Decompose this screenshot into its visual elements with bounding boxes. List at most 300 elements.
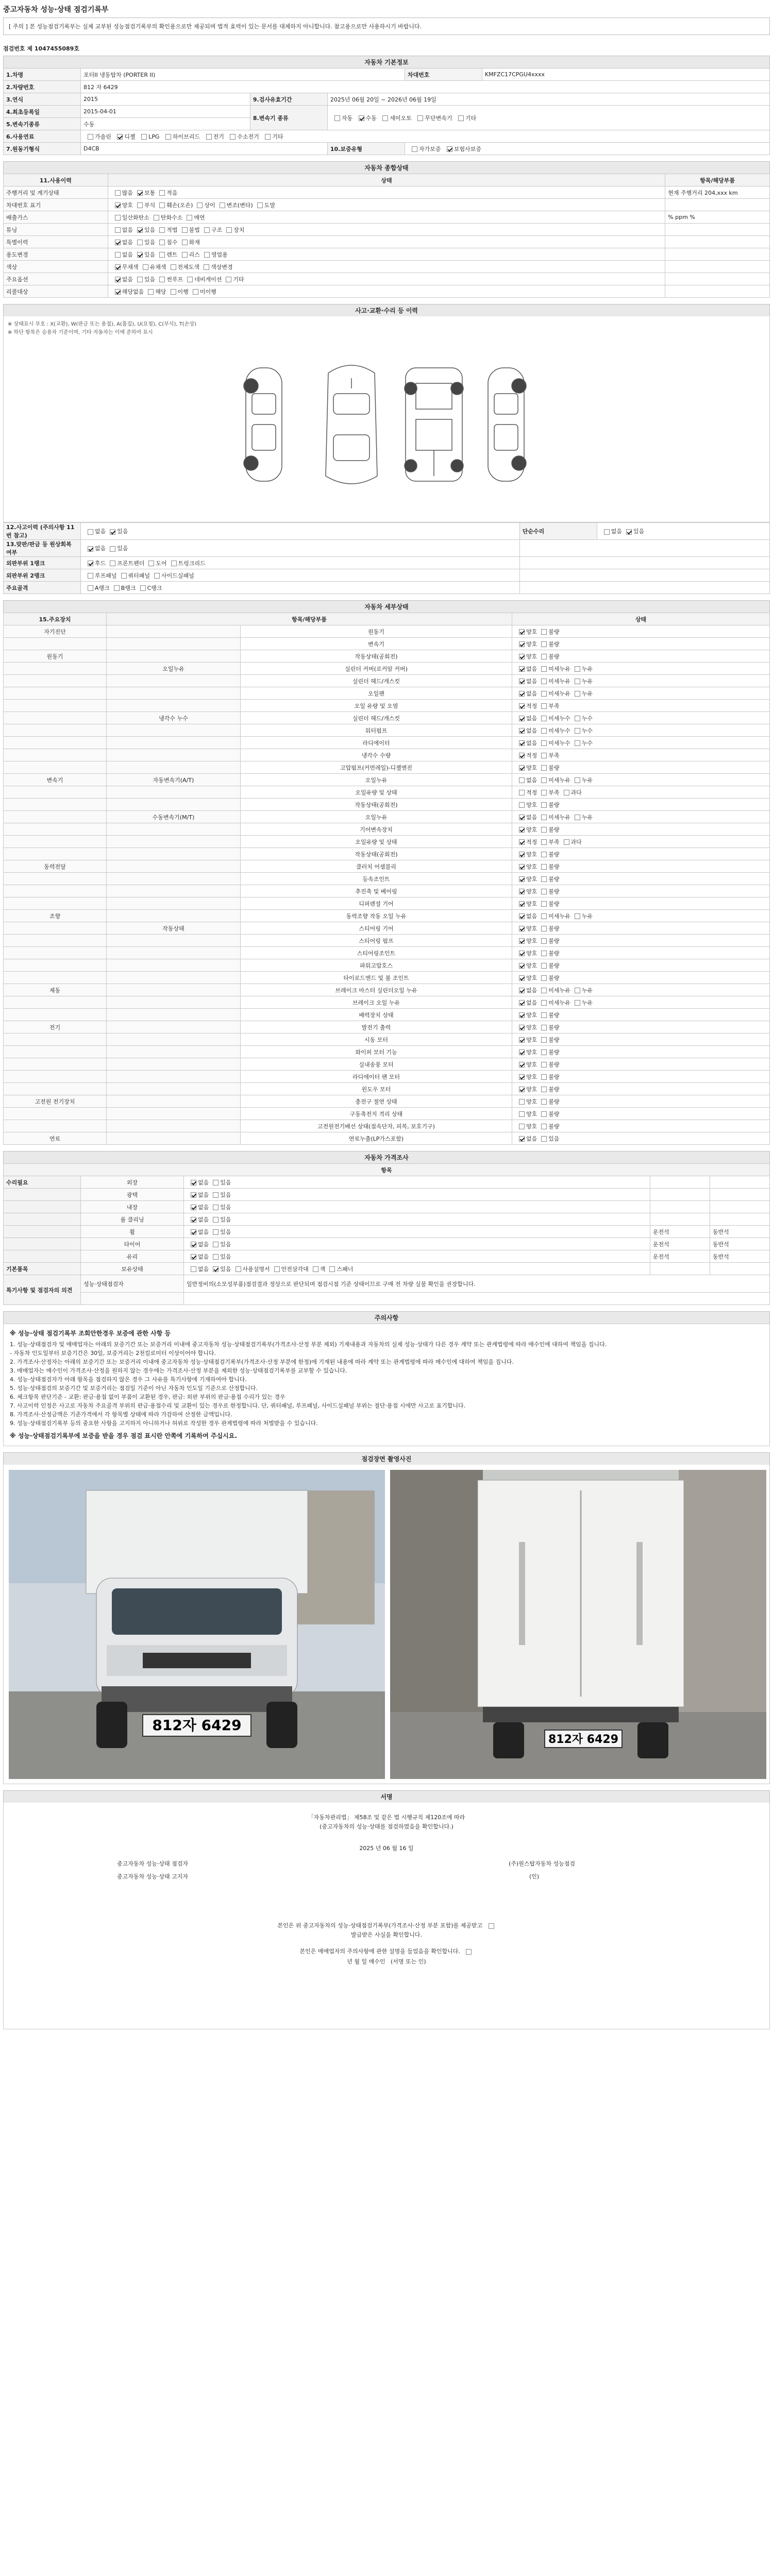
- label-engine-type: 7.원동기형식: [4, 143, 81, 155]
- checkbox-icon[interactable]: [213, 1217, 219, 1223]
- checkbox-icon[interactable]: [412, 146, 417, 152]
- checkbox-icon[interactable]: [213, 1180, 219, 1185]
- detail-row: [4, 1083, 770, 1095]
- checkbox-icon[interactable]: [213, 1192, 219, 1198]
- checkbox-icon[interactable]: [519, 740, 525, 746]
- checkbox-icon[interactable]: [88, 546, 93, 552]
- checkbox-icon[interactable]: [115, 190, 121, 196]
- detail-item: 오일누유: [241, 774, 512, 786]
- checkbox-icon[interactable]: [187, 277, 193, 282]
- detail-item: 실린더 헤드/개스킷: [241, 712, 512, 724]
- checkbox-icon[interactable]: [519, 1124, 525, 1129]
- checkbox-icon[interactable]: [519, 815, 525, 820]
- checkbox-icon[interactable]: [115, 215, 121, 221]
- detail-subgroup: [107, 687, 241, 700]
- checkbox-icon[interactable]: [519, 827, 525, 833]
- checkbox-icon[interactable]: [115, 289, 121, 295]
- checkbox-icon[interactable]: [541, 852, 547, 857]
- summary-label: 차대번호 표기: [4, 199, 108, 211]
- checkbox-icon[interactable]: [541, 1025, 547, 1030]
- detail-item: 오일유량 및 상태: [241, 836, 512, 848]
- checkbox-icon[interactable]: [519, 1025, 525, 1030]
- price-item: 보유상태: [81, 1263, 184, 1275]
- option-label: 양호: [526, 962, 537, 969]
- checkbox-icon[interactable]: [137, 252, 143, 258]
- checkbox-icon[interactable]: [541, 1087, 547, 1092]
- car-diagram-icon: [230, 347, 540, 502]
- label-warranty: 10.보증유형: [327, 143, 405, 155]
- checkbox-icon[interactable]: [519, 691, 525, 697]
- checkbox-icon[interactable]: [191, 1217, 196, 1223]
- checkbox-icon[interactable]: [519, 654, 525, 659]
- detail-item: 와이퍼 모터 기능: [241, 1046, 512, 1058]
- checkbox-icon[interactable]: [519, 963, 525, 969]
- checkbox-icon[interactable]: [541, 1074, 547, 1080]
- detail-group: [4, 786, 107, 799]
- checkbox-icon[interactable]: [191, 1229, 196, 1235]
- checkbox-icon[interactable]: [359, 115, 364, 121]
- checkbox-icon[interactable]: [519, 889, 525, 894]
- detail-subgroup: [107, 947, 241, 959]
- checkbox-icon[interactable]: [575, 988, 580, 993]
- checkbox-icon[interactable]: [541, 1111, 547, 1117]
- accident-row: [4, 540, 770, 557]
- checkbox-icon[interactable]: [165, 134, 171, 140]
- option-label: 미세누유: [548, 814, 570, 821]
- option-label: 있음: [220, 1228, 231, 1235]
- checkbox-icon[interactable]: [114, 585, 120, 591]
- option-label: 없음: [611, 528, 623, 535]
- checkbox-icon[interactable]: [204, 264, 209, 270]
- price-extra2: [710, 1176, 769, 1189]
- option-label: 미세누유: [548, 690, 570, 697]
- checkbox-icon[interactable]: [519, 1062, 525, 1067]
- checkbox-icon[interactable]: [519, 765, 525, 771]
- checkbox-icon[interactable]: [88, 573, 93, 579]
- document-title: 중고자동차 성능·상태 점검기록부: [3, 6, 109, 14]
- checkbox-icon[interactable]: [519, 679, 525, 684]
- checkbox-icon[interactable]: [213, 1266, 219, 1272]
- checkbox-icon[interactable]: [213, 1254, 219, 1260]
- checkbox-icon[interactable]: [115, 227, 121, 233]
- checkbox-icon[interactable]: [519, 716, 525, 721]
- detail-row: [4, 885, 770, 897]
- checkbox-icon[interactable]: [447, 146, 452, 152]
- detail-subgroup: [107, 724, 241, 737]
- detail-group: [4, 1083, 107, 1095]
- checkbox-icon[interactable]: [519, 988, 525, 993]
- checkbox-icon[interactable]: [191, 1180, 196, 1185]
- checkbox-icon[interactable]: [226, 277, 231, 282]
- checkbox-icon[interactable]: [88, 529, 93, 535]
- checkbox-icon[interactable]: [575, 716, 580, 721]
- detail-item: 연료누출(LP가스포함): [241, 1132, 512, 1145]
- detail-group: [4, 700, 107, 712]
- checkbox-icon[interactable]: [519, 938, 525, 944]
- checkbox-icon[interactable]: [519, 864, 525, 870]
- checkbox-icon[interactable]: [191, 1254, 196, 1260]
- price-extra1: [650, 1201, 710, 1213]
- checkbox-icon[interactable]: [182, 240, 188, 245]
- checkbox-icon[interactable]: [519, 641, 525, 647]
- checkbox-icon[interactable]: [575, 815, 580, 820]
- detail-row: [4, 687, 770, 700]
- option-label: 있음: [144, 239, 156, 246]
- checkbox-icon[interactable]: [171, 264, 176, 270]
- checkbox-icon[interactable]: [519, 901, 525, 907]
- checkbox-icon[interactable]: [541, 1049, 547, 1055]
- checkbox-icon[interactable]: [575, 1000, 580, 1006]
- checkbox-icon[interactable]: [541, 728, 547, 734]
- checkbox-icon[interactable]: [519, 777, 525, 783]
- checkbox-icon[interactable]: [575, 740, 580, 746]
- checkbox-icon[interactable]: [519, 629, 525, 635]
- option-label: 누수: [581, 715, 593, 722]
- checkbox-icon[interactable]: [204, 252, 210, 258]
- detail-group: [4, 1108, 107, 1120]
- checkbox-icon[interactable]: [182, 252, 188, 258]
- checkbox-icon[interactable]: [519, 1000, 525, 1006]
- checkbox-icon[interactable]: [220, 202, 225, 208]
- detail-subgroup: [107, 700, 241, 712]
- checkbox-icon[interactable]: [541, 839, 547, 845]
- checkbox-icon[interactable]: [191, 1205, 196, 1210]
- detail-group: [4, 823, 107, 836]
- checkbox-icon[interactable]: [519, 1099, 525, 1105]
- notice-box: [ 주의 ] 본 성능점검기록부는 실제 교부된 성능점검기록부의 확인용으로만 제공되며 법적 효력이 있는 문서를 대체하지 아니합니다. 참고용으로만 사용하시기 바랍니다.: [3, 18, 770, 35]
- checkbox-icon[interactable]: [541, 988, 547, 993]
- checkbox-icon[interactable]: [257, 202, 263, 208]
- checkbox-icon[interactable]: [519, 1087, 525, 1092]
- detail-subgroup: [107, 848, 241, 860]
- option-label: 양호: [526, 1098, 537, 1105]
- checkbox-icon[interactable]: [541, 802, 547, 808]
- checkbox-icon[interactable]: [519, 1037, 525, 1043]
- option-label: 영업용: [211, 251, 228, 258]
- note-item: 5. 성능·상태점검의 보증기간 및 보증거리는 점검일 기준이 아닌 자동차 인도일 기준으로 산정합니다.: [10, 1385, 258, 1392]
- detail-item: 라디에이터 팬 모터: [241, 1071, 512, 1083]
- checkbox-icon[interactable]: [541, 1037, 547, 1043]
- checkbox-icon[interactable]: [519, 852, 525, 857]
- option-label: 미세누유: [548, 999, 570, 1006]
- option-label: 없음: [122, 239, 133, 246]
- checkbox-icon[interactable]: [519, 1049, 525, 1055]
- checkbox-icon[interactable]: [519, 753, 525, 758]
- checkbox-icon[interactable]: [193, 289, 198, 295]
- checkbox-icon[interactable]: [121, 573, 127, 579]
- checkbox-icon[interactable]: [274, 1266, 280, 1272]
- checkbox-icon[interactable]: [213, 1229, 219, 1235]
- checkbox-icon[interactable]: [541, 716, 547, 721]
- checkbox-icon[interactable]: [519, 926, 525, 931]
- checkbox-icon[interactable]: [519, 728, 525, 734]
- option-label: 적정: [526, 752, 537, 759]
- option-label: 있음: [220, 1179, 231, 1186]
- price-extra2: [710, 1189, 769, 1201]
- checkbox-icon[interactable]: [115, 277, 121, 282]
- checkbox-icon[interactable]: [575, 777, 580, 783]
- option-label: 양호: [526, 1110, 537, 1117]
- detail-subgroup: [107, 1108, 241, 1120]
- detail-item: 등속조인트: [241, 873, 512, 885]
- detail-subgroup: [107, 1095, 241, 1108]
- checkbox-icon[interactable]: [458, 115, 464, 121]
- checkbox-icon[interactable]: [137, 190, 143, 196]
- checkbox-icon[interactable]: [541, 1012, 547, 1018]
- price-extra1: 운전석: [650, 1238, 710, 1250]
- accident-row: [4, 523, 770, 540]
- checkbox-icon[interactable]: [519, 1074, 525, 1080]
- option-label: 양호: [526, 1086, 537, 1093]
- checkbox-icon[interactable]: [519, 1111, 525, 1117]
- checkbox-icon[interactable]: [137, 227, 143, 233]
- option-label: 일산화탄소: [122, 214, 149, 221]
- option-label: 없음: [526, 999, 537, 1006]
- checkbox-icon[interactable]: [541, 1000, 547, 1006]
- checkbox-icon[interactable]: [541, 1099, 547, 1105]
- accident-label2: 단순수리: [519, 523, 597, 540]
- checkbox-icon[interactable]: [171, 289, 176, 295]
- accident-row: [4, 582, 770, 594]
- value-plate: 812 자 6429: [81, 81, 770, 93]
- checkbox-icon[interactable]: [541, 753, 547, 758]
- checkbox-icon[interactable]: [159, 202, 165, 208]
- checkbox-icon[interactable]: [159, 190, 165, 196]
- checkbox-icon[interactable]: [154, 215, 159, 221]
- price-row: [4, 1250, 770, 1263]
- detail-item: 타이로드엔드 및 볼 조인트: [241, 972, 512, 984]
- checkbox-icon[interactable]: [137, 277, 143, 282]
- checkbox-icon[interactable]: [197, 202, 203, 208]
- checkbox-icon[interactable]: [329, 1266, 335, 1272]
- checkbox-icon[interactable]: [541, 975, 547, 981]
- checkbox-icon[interactable]: [230, 134, 236, 140]
- detail-group: [4, 675, 107, 687]
- checkbox-icon[interactable]: [541, 864, 547, 870]
- checkbox-icon[interactable]: [541, 790, 547, 795]
- checkbox-icon[interactable]: [191, 1266, 196, 1272]
- checkbox-icon[interactable]: [334, 115, 340, 121]
- summary-extra: [665, 199, 770, 211]
- checkbox-icon[interactable]: [519, 975, 525, 981]
- checkbox-icon[interactable]: [541, 1124, 547, 1129]
- checkbox-icon[interactable]: [519, 876, 525, 882]
- checkbox-icon[interactable]: [313, 1266, 318, 1272]
- checkbox-icon[interactable]: [88, 585, 93, 591]
- option-label: 침수: [166, 239, 178, 246]
- detail-group: [4, 749, 107, 761]
- checkbox-icon[interactable]: [541, 666, 547, 672]
- price-extra1: 운전석: [650, 1226, 710, 1238]
- checkbox-icon[interactable]: [137, 202, 143, 208]
- checkbox-icon[interactable]: [159, 252, 165, 258]
- checkbox-icon[interactable]: [541, 938, 547, 944]
- detail-row: [4, 1108, 770, 1120]
- checkbox-icon[interactable]: [541, 654, 547, 659]
- detail-item: 기어변속장치: [241, 823, 512, 836]
- checkbox-icon[interactable]: [148, 289, 154, 295]
- checkbox-icon[interactable]: [541, 679, 547, 684]
- checkbox-icon[interactable]: [382, 115, 388, 121]
- front-photo: [9, 1470, 385, 1779]
- option-label: 있음: [220, 1191, 231, 1198]
- detail-subgroup: [107, 910, 241, 922]
- checkbox-icon[interactable]: [213, 1205, 219, 1210]
- checkbox-icon[interactable]: [575, 679, 580, 684]
- checkbox-icon[interactable]: [541, 926, 547, 931]
- label-inspection-validity: 9.검사유효기간: [250, 93, 327, 106]
- option-label: 누유: [581, 690, 593, 697]
- checkbox-icon[interactable]: [191, 1242, 196, 1247]
- checkbox-icon[interactable]: [140, 585, 146, 591]
- checkbox-icon[interactable]: [159, 240, 165, 245]
- checkbox-icon[interactable]: [110, 529, 115, 535]
- checkbox-icon[interactable]: [541, 901, 547, 907]
- checkbox-icon[interactable]: [541, 963, 547, 969]
- detail-item: 브레이크 오일 누유: [241, 996, 512, 1009]
- checkbox-icon[interactable]: [171, 561, 177, 566]
- option-label: 불량: [548, 937, 560, 944]
- checkbox-icon[interactable]: [541, 889, 547, 894]
- checkbox-icon[interactable]: [88, 134, 93, 140]
- checkbox-icon[interactable]: [110, 561, 115, 566]
- detail-row: [4, 774, 770, 786]
- diagram-legend-note: ※ 하단 항목은 승용차 기준이며, 기타 자동차는 이에 준하여 표시: [8, 330, 153, 335]
- detail-group: [4, 724, 107, 737]
- checkbox-icon[interactable]: [187, 215, 192, 221]
- option-label: B랭크: [121, 584, 136, 591]
- option-label: 누유: [581, 665, 593, 672]
- option-label: 불량: [548, 640, 560, 648]
- notes-bold: ※ 성능·상태점검기록부에 보증을 받을 경우 점검 표시란 안쪽에 기록하여 주십시요.: [10, 1432, 237, 1439]
- checkbox-icon[interactable]: [265, 134, 271, 140]
- option-label: 양호: [526, 764, 537, 771]
- detail-subgroup: [107, 897, 241, 910]
- option-label: 불법: [189, 226, 200, 233]
- checkbox-icon[interactable]: [519, 802, 525, 808]
- checkbox-icon[interactable]: [206, 134, 212, 140]
- checkbox-icon[interactable]: [236, 1266, 241, 1272]
- checkbox-icon[interactable]: [110, 546, 115, 552]
- accident-row: [4, 569, 770, 582]
- checkbox-icon[interactable]: [519, 1136, 525, 1142]
- checkbox-icon[interactable]: [575, 666, 580, 672]
- detail-item: 실린더 커버(로커암 커버): [241, 663, 512, 675]
- option-label: 양호: [526, 974, 537, 981]
- checkbox-icon[interactable]: [115, 264, 121, 270]
- summary-col-state: 상태: [108, 174, 665, 187]
- price-item: 룸 클리닝: [81, 1213, 184, 1226]
- checkbox-icon[interactable]: [141, 134, 147, 140]
- checkbox-icon[interactable]: [519, 790, 525, 795]
- accident-row: [4, 557, 770, 569]
- checkbox-icon[interactable]: [541, 951, 547, 956]
- checkbox-icon[interactable]: [115, 202, 121, 208]
- checkbox-icon[interactable]: [519, 913, 525, 919]
- checkbox-icon[interactable]: [213, 1242, 219, 1247]
- checkbox-icon[interactable]: [117, 134, 123, 140]
- checkbox-icon[interactable]: [137, 240, 143, 245]
- option-label: 불량: [548, 826, 560, 833]
- checkbox-icon[interactable]: [159, 277, 165, 282]
- checkbox-icon[interactable]: [541, 876, 547, 882]
- option-label: 불량: [548, 851, 560, 858]
- option-label: 없음: [95, 545, 106, 552]
- checkbox-icon[interactable]: [541, 641, 547, 647]
- checkbox-icon[interactable]: [541, 815, 547, 820]
- detail-item: 추진축 및 베어링: [241, 885, 512, 897]
- checkbox-icon[interactable]: [204, 227, 210, 233]
- checkbox-icon[interactable]: [575, 913, 580, 919]
- checkbox-icon[interactable]: [541, 827, 547, 833]
- checkbox-icon[interactable]: [182, 227, 188, 233]
- checkbox-icon[interactable]: [575, 691, 580, 697]
- detail-group: [4, 1046, 107, 1058]
- checkbox-icon[interactable]: [489, 1923, 494, 1929]
- checkbox-icon[interactable]: [466, 1949, 472, 1955]
- option-label: 훼손(오손): [166, 201, 193, 209]
- option-label: 미세누유: [548, 987, 570, 994]
- checkbox-icon[interactable]: [519, 703, 525, 709]
- checkbox-icon[interactable]: [541, 1062, 547, 1067]
- option-label: 보통: [144, 189, 156, 196]
- checkbox-icon[interactable]: [541, 703, 547, 709]
- checkbox-icon[interactable]: [115, 240, 121, 245]
- checkbox-icon[interactable]: [564, 839, 569, 845]
- checkbox-icon[interactable]: [519, 1012, 525, 1018]
- section-detail: 자동차 세부상태: [3, 600, 770, 613]
- checkbox-icon[interactable]: [575, 728, 580, 734]
- detail-row: [4, 836, 770, 848]
- checkbox-icon[interactable]: [143, 264, 148, 270]
- option-label: 양호: [526, 937, 537, 944]
- checkbox-icon[interactable]: [191, 1192, 196, 1198]
- detail-group: 자기진단: [4, 625, 107, 638]
- checkbox-icon[interactable]: [541, 777, 547, 783]
- checkbox-icon[interactable]: [626, 529, 632, 535]
- checkbox-icon[interactable]: [541, 629, 547, 635]
- detail-subgroup: [107, 1071, 241, 1083]
- checkbox-icon[interactable]: [417, 115, 423, 121]
- checkbox-icon[interactable]: [541, 913, 547, 919]
- option-label: 없음: [198, 1265, 209, 1273]
- summary-row: [4, 285, 770, 298]
- summary-row: [4, 273, 770, 285]
- option-label: 네비게이션: [194, 276, 222, 283]
- checkbox-icon[interactable]: [541, 691, 547, 697]
- checkbox-icon[interactable]: [115, 252, 121, 258]
- checkbox-icon[interactable]: [604, 529, 610, 535]
- detail-group: [4, 663, 107, 675]
- checkbox-icon[interactable]: [154, 573, 160, 579]
- detail-group: [4, 922, 107, 935]
- checkbox-icon[interactable]: [541, 740, 547, 746]
- checkbox-icon[interactable]: [88, 561, 93, 566]
- checkbox-icon[interactable]: [226, 227, 232, 233]
- checkbox-icon[interactable]: [541, 765, 547, 771]
- checkbox-icon[interactable]: [519, 666, 525, 672]
- basic-info-table: [3, 68, 770, 155]
- checkbox-icon[interactable]: [519, 839, 525, 845]
- checkbox-icon[interactable]: [148, 561, 154, 566]
- summary-label: 특별이력: [4, 236, 108, 248]
- checkbox-icon[interactable]: [519, 951, 525, 956]
- checkbox-icon[interactable]: [564, 790, 569, 795]
- checkbox-icon[interactable]: [541, 1136, 547, 1142]
- option-label: 있음: [144, 226, 156, 233]
- checkbox-icon[interactable]: [159, 227, 165, 233]
- option-label: 불량: [548, 1061, 560, 1068]
